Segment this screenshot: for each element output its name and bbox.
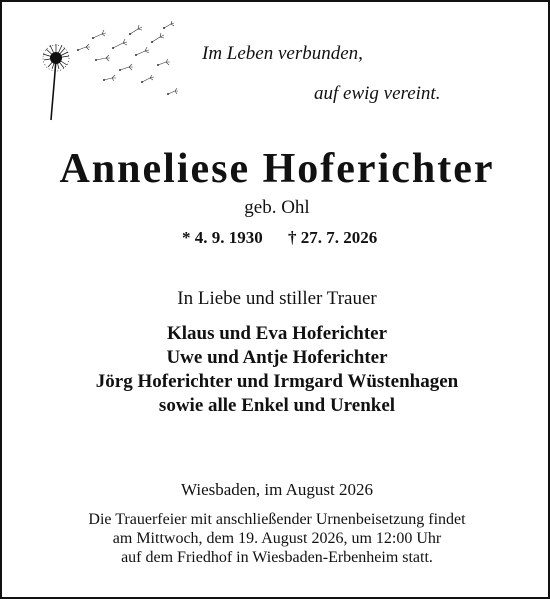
dandelion-icon (38, 20, 188, 130)
service-info (2, 510, 550, 567)
family-line: Jörg Hoferichter und Irmgard Wüstenhagen (95, 371, 459, 392)
family-line: sowie alle Enkel und Urenkel (158, 395, 396, 416)
service-line: auf dem Friedhof in Wiesbaden-Erbenheim statt. (121, 549, 433, 566)
mourning-line: In Liebe und stiller Trauer (177, 288, 377, 309)
maiden-name: geb. Ohl (244, 197, 310, 218)
motto-line-1: Im Leben verbunden, (202, 43, 363, 64)
service-line: Die Trauerfeier mit anschließender Urnenbeisetzung findet (88, 511, 466, 528)
birth-date: * 4. 9. 1930 (182, 228, 263, 247)
place-date: Wiesbaden, im August 2026 (181, 480, 373, 499)
death-date: † 27. 7. 2026 (288, 228, 378, 247)
motto-line-2: auf ewig vereint. (314, 83, 441, 104)
deceased-name: Anneliese Hoferichter (59, 146, 495, 192)
family-line: Klaus und Eva Hoferichter (166, 323, 388, 344)
family-line: Uwe und Antje Hoferichter (166, 347, 388, 368)
service-line: am Mittwoch, dem 19. August 2026, um 12:00 Uhr (112, 530, 442, 547)
family-list (2, 322, 550, 418)
